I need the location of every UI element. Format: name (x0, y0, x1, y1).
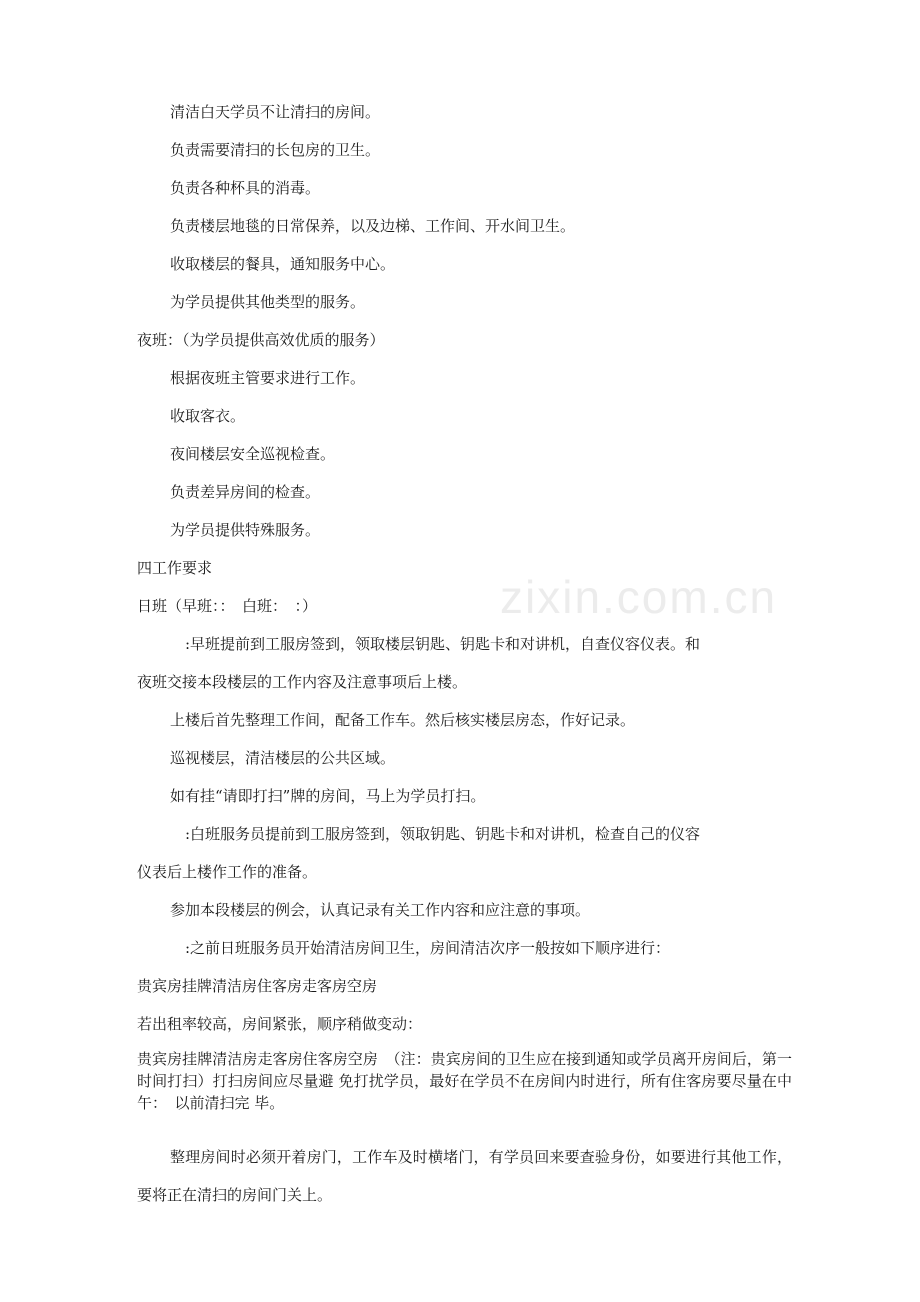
section-heading-work-requirements: 四工作要求 (137, 559, 213, 577)
text-line: 如有挂“请即打扫”牌的房间，马上为学员打扫。 (170, 787, 486, 805)
text-line: 为学员提供其他类型的服务。 (170, 293, 366, 311)
section-heading-night-shift: 夜班：（为学员提供高效优质的服务） (137, 331, 385, 349)
watermark: zixin.com.cn (500, 571, 778, 623)
text-line: 收取客衣。 (170, 407, 246, 425)
text-line: 负责差异房间的检查。 (170, 483, 321, 501)
text-line: 上楼后首先整理工作间，配备工作车。然后核实楼层房态，作好记录。 (170, 711, 636, 729)
text-line: 仪表后上楼作工作的准备。 (137, 863, 318, 881)
text-line: 夜间楼层安全巡视检查。 (170, 445, 336, 463)
closing-paragraph: 整理房间时必须开着房门，工作车及时横堵门，有学员回来要查验身份，如要进行其他工作，要将正在清扫的房间门关上。 (137, 1148, 792, 1204)
text-line: 负责需要清扫的长包房的卫生。 (170, 141, 381, 159)
text-line: 若出租率较高，房间紧张，顺序稍做变动： (137, 1015, 423, 1033)
text-line: 参加本段楼层的例会，认真记录有关工作内容和应注意的事项。 (170, 901, 591, 919)
text-line: 负责各种杯具的消毒。 (170, 179, 321, 197)
text-line: :之前日班服务员开始清洁房间卫生，房间清洁次序一般按如下顺序进行： (185, 939, 671, 957)
note-paragraph: 贵宾房挂牌清洁房走客房住客房空房 （注：贵宾房间的卫生应在接到通知或学员离开房间后，第一时间打扫）打扫房间应尽量避 免打扰学员，最好在学员不在房间内时进行，所有住客房要尽量在中午： 以前清扫完 毕。 (137, 1050, 792, 1112)
text-line: 根据夜班主管要求进行工作。 (170, 369, 366, 387)
text-line: 为学员提供特殊服务。 (170, 521, 321, 539)
text-line: 清洁白天学员不让清扫的房间。 (170, 103, 381, 121)
section-heading-day-shift: 日班（早班：： 白班： ：） (137, 597, 318, 615)
text-line: 夜班交接本段楼层的工作内容及注意事项后上楼。 (137, 673, 468, 691)
text-line: 巡视楼层，清洁楼层的公共区域。 (170, 749, 396, 767)
text-line: 收取楼层的餐具，通知服务中心。 (170, 255, 396, 273)
text-line: 负责楼层地毯的日常保养，以及边梯、工作间、开水间卫生。 (170, 217, 576, 235)
text-line: 贵宾房挂牌清洁房住客房走客房空房 (137, 977, 378, 995)
text-line: :白班服务员提前到工服房签到，领取钥匙、钥匙卡和对讲机，检查自己的仪容 (185, 825, 701, 843)
text-line: :早班提前到工服房签到，领取楼层钥匙、钥匙卡和对讲机，自查仪容仪表。和 (185, 635, 701, 653)
